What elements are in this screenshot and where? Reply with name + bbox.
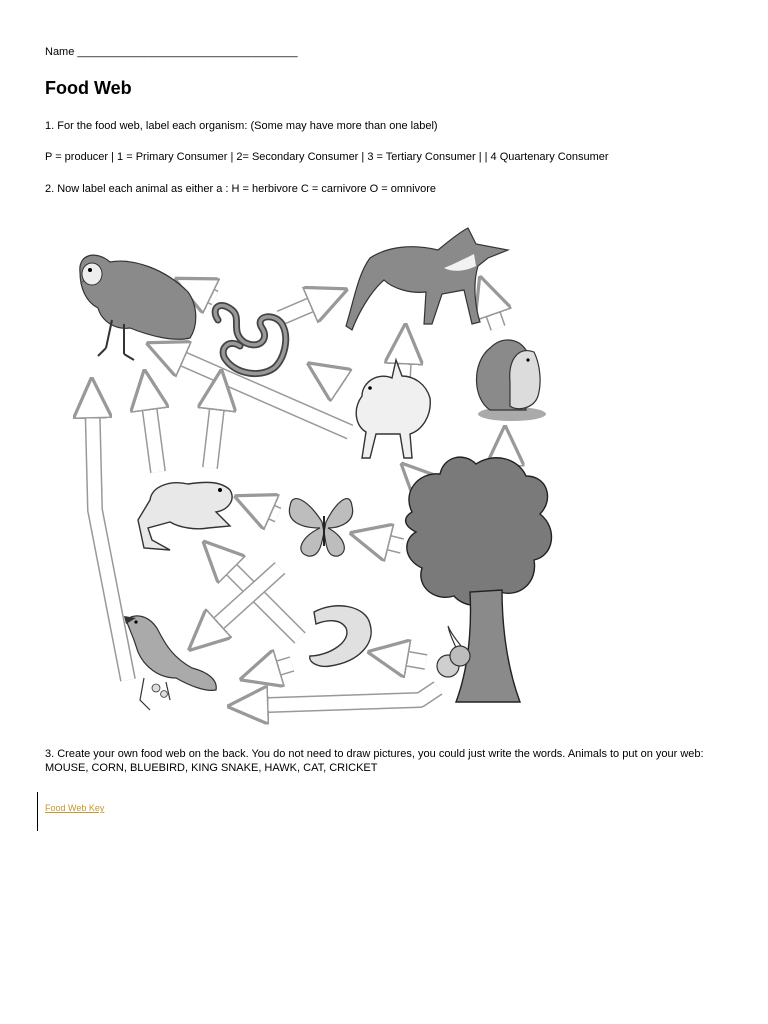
name-line: Name ____________________________________ [45,46,298,58]
squirrel [477,340,547,421]
fox [346,228,508,330]
food-web-diagram [40,210,580,725]
arrow-rabbit-to-hawk [158,348,350,432]
hawk [80,255,196,360]
food-web-key-link[interactable]: Food Web Key [45,803,105,813]
arrow-squirrel-to-fox [484,288,498,328]
question-2: 2. Now label each animal as either a : H = herbivore C = carnivore O = omnivore [45,183,436,195]
arrow-bird-to-hawk [92,390,128,680]
arrow-worm-to-bird [252,664,292,676]
frog [138,482,232,550]
rabbit [356,360,430,458]
page-title: Food Web [45,78,132,98]
label-key: P = producer | 1 = Primary Consumer | 2= Secondary Consumer | 3 = Tertiary Consumer | | 4 Quartenary Consumer [45,151,609,163]
snake [215,305,286,373]
butterfly [289,499,352,557]
arrow-tree-to-worm [380,654,426,662]
tree [406,457,552,702]
worm [310,606,371,667]
arrow-butterfly-to-frog [246,501,278,515]
arrow-rabbit-to-snake [318,370,342,386]
arrow-cherries-to-bird [240,688,438,706]
question-3: 3. Create your own food web on the back. You do not need to draw pictures, you could just write the words. Animals to put on your web: MOUSE, CORN, BLUEBIRD, KING SNAKE, HAWK, CAT, CRICKET [45,748,704,774]
arrow-rabbit-to-fox [403,336,405,378]
question-1: 1. For the food web, label each organism: (Some may have more than one label) [45,120,438,132]
arrow-frog-to-hawk [146,382,158,472]
arrow-frog-to-snake [210,382,220,468]
arrow-tree-to-butterfly [362,536,402,546]
key-margin-bar [37,792,38,831]
arrow-snake-to-fox [280,294,336,318]
